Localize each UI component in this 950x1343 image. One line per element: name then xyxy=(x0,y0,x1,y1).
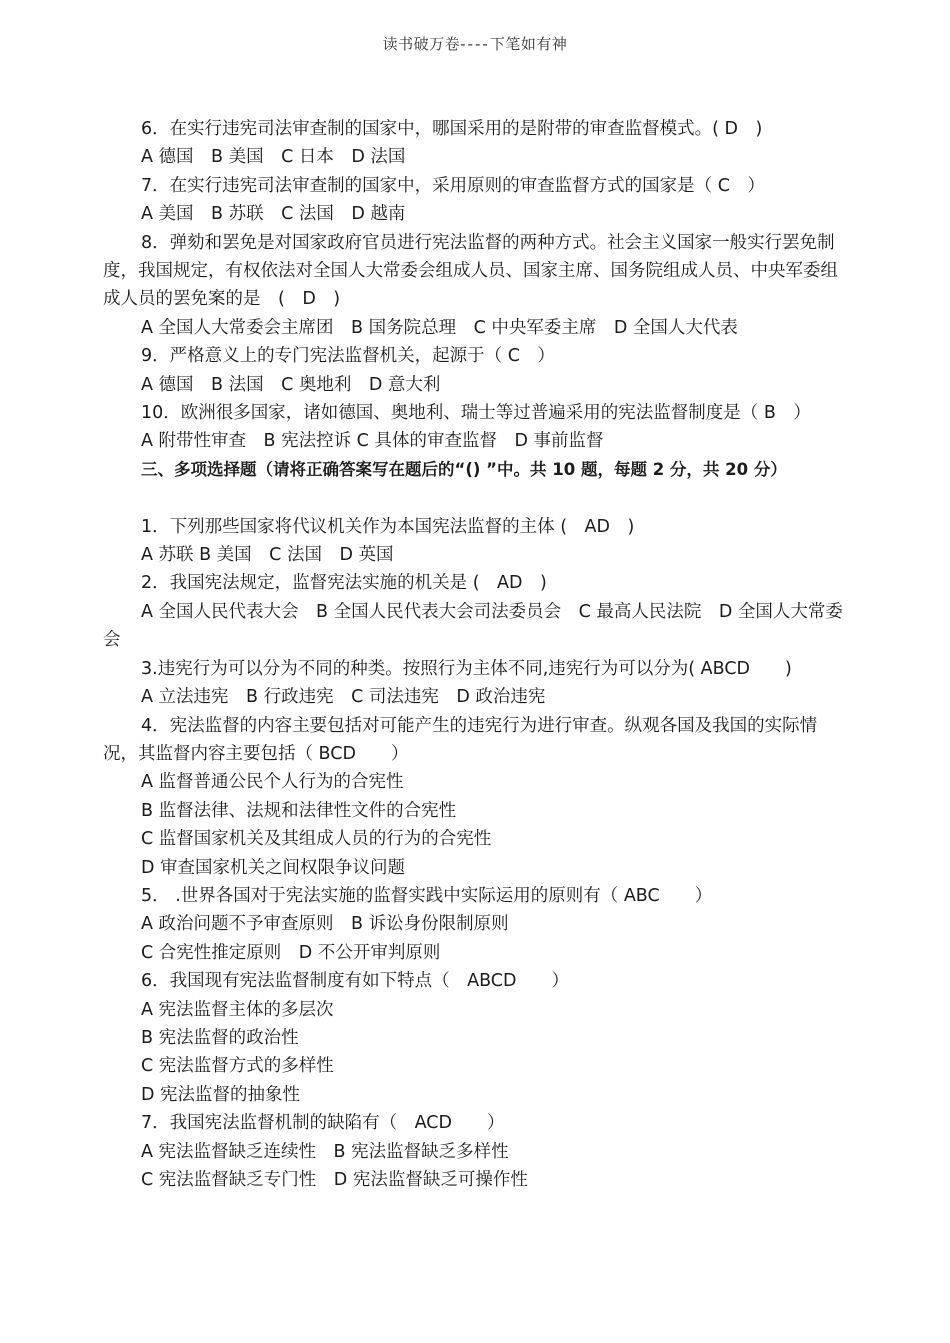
question-7: 7．在实行违宪司法审查制的国家中，采用原则的审查监督方式的国家是（ C ） xyxy=(141,175,765,196)
mq-2-options: A 全国人民代表大会 B 全国人民代表大会司法委员会 C 最高人民法院 D 全国人大常委会 xyxy=(103,601,843,651)
page-header xyxy=(0,33,950,54)
mq-4: 4．宪法监督的内容主要包括对可能产生的违宪行为进行审查。纵观各国及我国的实际情况，其监督内容主要包括（ BCD ） xyxy=(103,715,818,764)
mq-4-option-b: B 监督法律、法规和法律性文件的合宪性 xyxy=(141,800,457,821)
question-9: 9．严格意义上的专门宪法监督机关，起源于（ C ） xyxy=(141,346,555,367)
mq-6-option-b: B 宪法监督的政治性 xyxy=(141,1027,299,1048)
mq-6-option-a: A 宪法监督主体的多层次 xyxy=(141,999,334,1020)
document-body xyxy=(103,115,848,1194)
header-left: 读书破万卷 xyxy=(382,35,461,53)
options-8: A 全国人大常委会主席团 B 国务院总理 C 中央军委主席 D 全国人大代表 xyxy=(141,317,738,338)
mq-4-option-a: A 监督普通公民个人行为的合宪性 xyxy=(141,772,404,793)
section-title: 三、多项选择题（请将正确答案写在题后的“() ”中。共 10 题，每题 2 分，共 20 分） xyxy=(141,459,787,479)
mq-5-options-ab: A 政治问题不予审查原则 B 诉讼身份限制原则 xyxy=(141,914,509,935)
options-10: A 附带性审查 B 宪法控诉 C 具体的审查监督 D 事前监督 xyxy=(141,431,604,452)
options-9: A 德国 B 法国 C 奥地利 D 意大利 xyxy=(141,374,441,395)
mq-4-option-d: D 审查国家机关之间权限争议问题 xyxy=(141,857,406,878)
mq-1: 1．下列那些国家将代议机关作为本国宪法监督的主体 ( AD ) xyxy=(141,516,635,537)
mq-6-option-c: C 宪法监督方式的多样性 xyxy=(141,1056,334,1077)
mq-2: 2．我国宪法规定，监督宪法实施的机关是 ( AD ) xyxy=(141,573,547,594)
mq-5-options-cd: C 合宪性推定原则 D 不公开审判原则 xyxy=(141,942,441,963)
mq-6-option-d: D 宪法监督的抽象性 xyxy=(141,1084,301,1105)
mq-7-options-ab: A 宪法监督缺乏连续性 B 宪法监督缺乏多样性 xyxy=(141,1141,509,1162)
question-6: 6．在实行违宪司法审查制的国家中，哪国采用的是附带的审查监督模式。( D ) xyxy=(141,119,763,139)
options-6: A 德国 B 美国 C 日本 D 法国 xyxy=(141,147,406,168)
mq-7: 7．我国宪法监督机制的缺陷有（ ACD ） xyxy=(141,1113,505,1134)
mq-4-option-c: C 监督国家机关及其组成人员的行为的合宪性 xyxy=(141,829,492,850)
mq-6: 6．我国现有宪法监督制度有如下特点（ ABCD ） xyxy=(141,971,569,992)
mq-5: 5． .世界各国对于宪法实施的监督实践中实际运用的原则有（ ABC ） xyxy=(141,885,713,906)
options-7: A 美国 B 苏联 C 法国 D 越南 xyxy=(141,204,406,225)
question-8: 8．弹劾和罢免是对国家政府官员进行宪法监督的两种方式。社会主义国家一般实行罢免制度，我国规定，有权依法对全国人大常委会组成人员、国家主席、国务院组成人员、中央军委组成人员的罢免案的是 ( D ) xyxy=(103,232,838,310)
mq-3: 3.违宪行为可以分为不同的种类。按照行为主体不同,违宪行为可以分为( ABCD ) xyxy=(141,658,792,679)
mq-3-options: A 立法违宪 B 行政违宪 C 司法违宪 D 政治违宪 xyxy=(141,687,546,708)
question-10: 10．欧洲很多国家，诸如德国、奥地利、瑞士等过普遍采用的宪法监督制度是（ B ） xyxy=(141,403,811,424)
header-right: 下笔如有神 xyxy=(489,35,568,53)
mq-7-options-cd: C 宪法监督缺乏专门性 D 宪法监督缺乏可操作性 xyxy=(141,1170,528,1191)
header-dash: ---- xyxy=(460,35,490,53)
mq-1-options: A 苏联 B 美国 C 法国 D 英国 xyxy=(141,545,394,566)
